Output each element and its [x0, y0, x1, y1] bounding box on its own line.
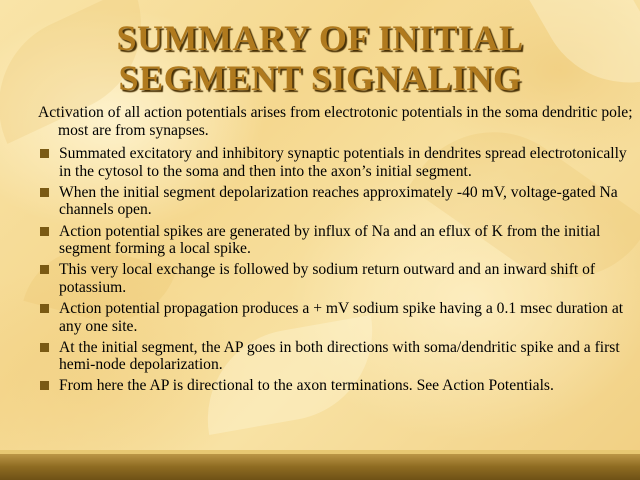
bullet-text: When the initial segment depolarization reaches approximately -40 mV, voltage-gated Na channels open. [59, 183, 618, 219]
bullet-text: At the initial segment, the AP goes in both directions with soma/dendritic spike and a first hemi-node depolarization. [59, 338, 620, 374]
square-bullet-icon [40, 381, 49, 390]
square-bullet-icon [40, 265, 49, 274]
bullet-text: From here the AP is directional to the axon terminations. See Action Potentials. [59, 377, 554, 395]
title-line-1: SUMMARY OF INITIAL [116, 18, 524, 58]
title-line-2: SEGMENT SIGNALING [118, 58, 522, 98]
square-bullet-icon [40, 343, 49, 352]
bullet-item [38, 300, 634, 335]
bullet-text: Action potential propagation produces a + mV sodium spike having a 0.1 msec duration at any one site. [59, 299, 624, 335]
bullet-item [38, 145, 634, 180]
bullet-text: Action potential spikes are generated by influx of Na and an eflux of K from the initial segment forming a local spike. [59, 222, 601, 258]
intro-paragraph: Activation of all action potentials arises from electrotonic potentials in the soma dendritic pole; most are from synapses. [38, 104, 633, 139]
bottom-decorative-band [0, 450, 640, 480]
slide-body [38, 104, 634, 398]
bullet-text: Summated excitatory and inhibitory synaptic potentials in dendrites spread electrotonically in the cytosol to the soma and then into the axon’s initial segment. [59, 145, 627, 180]
bullet-item [38, 377, 634, 395]
bullet-list [38, 145, 634, 395]
square-bullet-icon [40, 304, 49, 313]
bullet-item [38, 184, 634, 219]
bullet-item [38, 223, 634, 258]
square-bullet-icon [40, 149, 49, 158]
bullet-text: This very local exchange is followed by sodium return outward and an inward shift of potassium. [59, 261, 596, 296]
square-bullet-icon [40, 227, 49, 236]
square-bullet-icon [40, 188, 49, 197]
slide-title [40, 18, 600, 98]
bullet-item [38, 261, 634, 296]
bullet-item [38, 339, 634, 374]
